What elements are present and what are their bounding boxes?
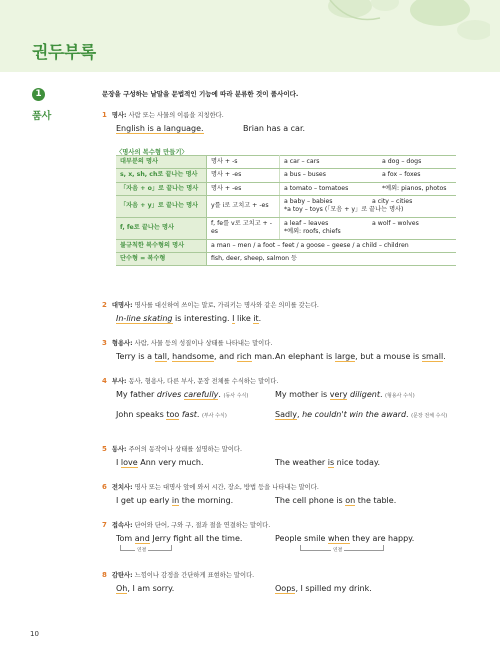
- example-sentence: Terry is a tall, handsome, and rich man.: [116, 352, 275, 361]
- item-term: 명사:: [111, 112, 127, 119]
- section-number-badge: 1: [32, 88, 45, 101]
- item-heading-pronoun: 2 대명사: 명사를 대신하여 쓰이는 말로, 가리키는 명사와 같은 의미를 갖는다.: [102, 301, 319, 309]
- page-title: 권두부록: [32, 43, 96, 63]
- table-row: s, x, sh, ch로 끝나는 명사 명사 + -es a bus – buses a fox – foxes: [116, 169, 456, 182]
- link-label: 연결: [137, 548, 147, 553]
- example-sentence: The weather is nice today.: [275, 458, 380, 467]
- example-sentence: An elephant is large, but a mouse is small.: [275, 352, 446, 361]
- example-sentence: I get up early in the morning.: [116, 496, 234, 505]
- page-number: 10: [30, 630, 39, 638]
- item-heading-preposition: 6 전치사: 명사 또는 대명사 앞에 와서 시간, 장소, 방법 등을 나타내는 말이다.: [102, 483, 319, 491]
- example-sentence: People smile when they are happy.: [275, 534, 415, 543]
- example-sentence: Sadly, he couldn't win the award. (문장 전체 수식): [275, 410, 448, 419]
- table-row: f, fe로 끝나는 명사 f, fe를 v로 고치고 + -es a leaf – leaves a wolf – wolves *예외: roofs, chiefs: [116, 217, 456, 239]
- section-intro: 문장을 구성하는 낱말을 문법적인 기능에 따라 분류한 것이 품사이다.: [102, 90, 299, 98]
- example-sentence: In-line skating is interesting. I like it.: [116, 314, 262, 323]
- item-heading-adverb: 4 부사: 동사, 형용사, 다른 부사, 문장 전체를 수식하는 말이다.: [102, 377, 279, 385]
- example-sentence: My mother is very diligent. (형용사 수식): [275, 390, 415, 399]
- table-row: 단수형 = 복수형 fish, deer, sheep, salmon 등: [116, 252, 456, 265]
- table-row: 「자음 + y」로 끝나는 명사 y를 i로 고치고 + -es a baby – babies a city – cities *a toy – toys (「모음 + y」로 끝나는 명사): [116, 196, 456, 218]
- plural-subtitle: 〈명사의 복수형 만들기〉: [116, 149, 188, 156]
- table-row: 대부분의 명사 명사 + -s a car – cars a dog – dogs: [116, 156, 456, 169]
- example-sentence: Oops, I spilled my drink.: [275, 584, 372, 593]
- header-band: [0, 0, 500, 72]
- table-row: 「자음 + o」로 끝나는 명사 명사 + -es a tomato – tomatoes *예외: pianos, photos: [116, 182, 456, 195]
- item-heading-noun: [102, 110, 224, 119]
- example-sentence: The cell phone is on the table.: [275, 496, 397, 505]
- example-sentence: Tom and Jerry fight all the time.: [116, 534, 243, 543]
- plural-table: [116, 155, 456, 266]
- item-heading-interjection: 8 감탄사: 느낌이나 감정을 간단하게 표현하는 말이다.: [102, 571, 255, 579]
- example-sentence: My father drives carefully. (동사 수식): [116, 390, 249, 399]
- item-heading-adjective: 3 형용사: 사람, 사물 등의 성질이나 상태를 나타내는 말이다.: [102, 339, 273, 347]
- example-sentence: Oh, I am sorry.: [116, 584, 175, 593]
- section-name: 품사: [32, 111, 52, 122]
- item-heading-verb: 5 동사: 주어의 동작이나 상태를 설명하는 말이다.: [102, 445, 242, 453]
- example-sentence: John speaks too fast. (부사 수식): [116, 410, 227, 419]
- example-sentence: English is a language.: [116, 124, 204, 133]
- item-heading-conjunction: 7 접속사: 단어와 단어, 구와 구, 절과 절을 연결하는 말이다.: [102, 521, 271, 529]
- item-number: 1: [102, 111, 107, 119]
- link-label: 연결: [333, 548, 343, 553]
- example-sentence: I love Ann very much.: [116, 458, 204, 467]
- example-sentence: Brian has a car.: [243, 124, 306, 133]
- item-desc: 사람 또는 사물의 이름을 지칭한다.: [128, 112, 224, 119]
- leaf-decoration-icon: [290, 0, 490, 72]
- table-row: 불규칙한 복수형의 명사 a man – men / a foot – feet / a goose – geese / a child – children: [116, 239, 456, 252]
